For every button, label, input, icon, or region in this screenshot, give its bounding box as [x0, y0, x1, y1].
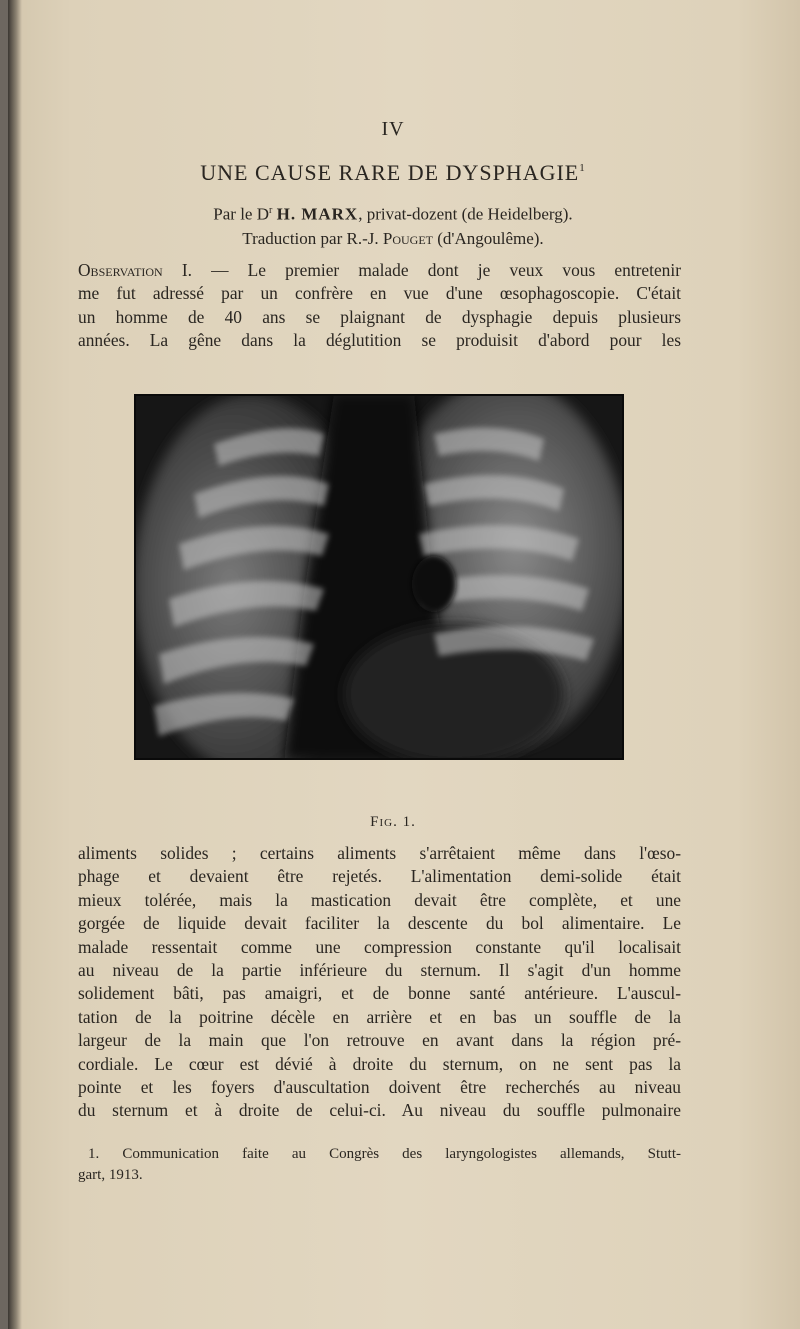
paragraph-line: mieux tolérée, mais la mastication devait être complète, et une [78, 889, 681, 910]
chest-xray-figure [134, 394, 624, 760]
xray-image [134, 394, 624, 760]
footnote-number: 1. [88, 1146, 100, 1162]
footnote-line: gart, 1913. [78, 1167, 143, 1183]
translator-info: (d'Angoulême). [432, 228, 544, 248]
translation-prefix: Traduction par [242, 228, 347, 248]
author-info: , privat-dozent (de Heidelberg). [358, 204, 573, 224]
article-title [8, 160, 778, 186]
title-footnote-mark: 1 [579, 162, 586, 174]
byline-prefix: Par le D [213, 204, 270, 224]
paragraph-line: pointe et les foyers d'auscultation doivent être recherchés au niveau [78, 1077, 681, 1098]
paragraph-line: un homme de 40 ans se plaignant de dysphagie depuis plusieurs [78, 306, 681, 327]
figure-caption [8, 814, 778, 831]
chapter-number: IV [381, 118, 405, 140]
paragraph-observation [78, 259, 681, 353]
observation-lead: Observation [78, 260, 163, 280]
author-line [8, 199, 778, 227]
paragraph-line: me fut adressé par un confrère en vue d'une œsophagoscopie. C'était [78, 283, 681, 304]
figure-caption-prefix: Fig. [370, 814, 398, 830]
figure-caption-number: 1. [402, 814, 416, 830]
paragraph-line: Observation I. — Le premier malade dont je veux vous entretenir [78, 260, 681, 280]
footnote-line: 1. Communication faite au Congrès des laryngologistes allemands, Stutt- [78, 1144, 681, 1165]
paragraph-line: cordiale. Le cœur est dévié à droite du sternum, on ne sent pas la [78, 1053, 681, 1074]
translator-name: R.-J. Pouget [346, 228, 433, 248]
paragraph-line: au niveau de la partie inférieure du sternum. Il s'agit d'un homme [78, 960, 681, 981]
translator-line [8, 227, 778, 251]
byline-sup: r [269, 205, 273, 216]
author-name: H. MARX [276, 204, 359, 224]
paragraph-continuation [78, 842, 681, 1123]
paragraph-line: malade ressentait comme une compression constante qu'il localisait [78, 936, 681, 957]
byline [8, 199, 778, 251]
footnote [78, 1144, 681, 1186]
paragraph-line: du sternum et à droite de celui-ci. Au niveau du souffle pulmonaire [78, 1100, 681, 1121]
paragraph-line: phage et devaient être rejetés. L'alimentation demi-solide était [78, 866, 681, 887]
paragraph-line: largeur de la main que l'on retrouve en avant dans la région pré- [78, 1030, 681, 1051]
paragraph-line: solidement bâti, pas amaigri, et de bonne santé antérieure. L'auscul- [78, 983, 681, 1004]
book-page [8, 0, 800, 1329]
paragraph-line: tation de la poitrine décèle en arrière et en bas un souffle de la [78, 1006, 681, 1027]
article-title-text: UNE CAUSE RARE DE DYSPHAGIE [200, 160, 580, 185]
paragraph-line: gorgée de liquide devait faciliter la descente du bol alimentaire. Le [78, 913, 681, 934]
paragraph-line: années. La gêne dans la déglutition se produisit d'abord pour les [78, 330, 681, 351]
paragraph-line: aliments solides ; certains aliments s'arrêtaient même dans l'œso- [78, 843, 681, 863]
